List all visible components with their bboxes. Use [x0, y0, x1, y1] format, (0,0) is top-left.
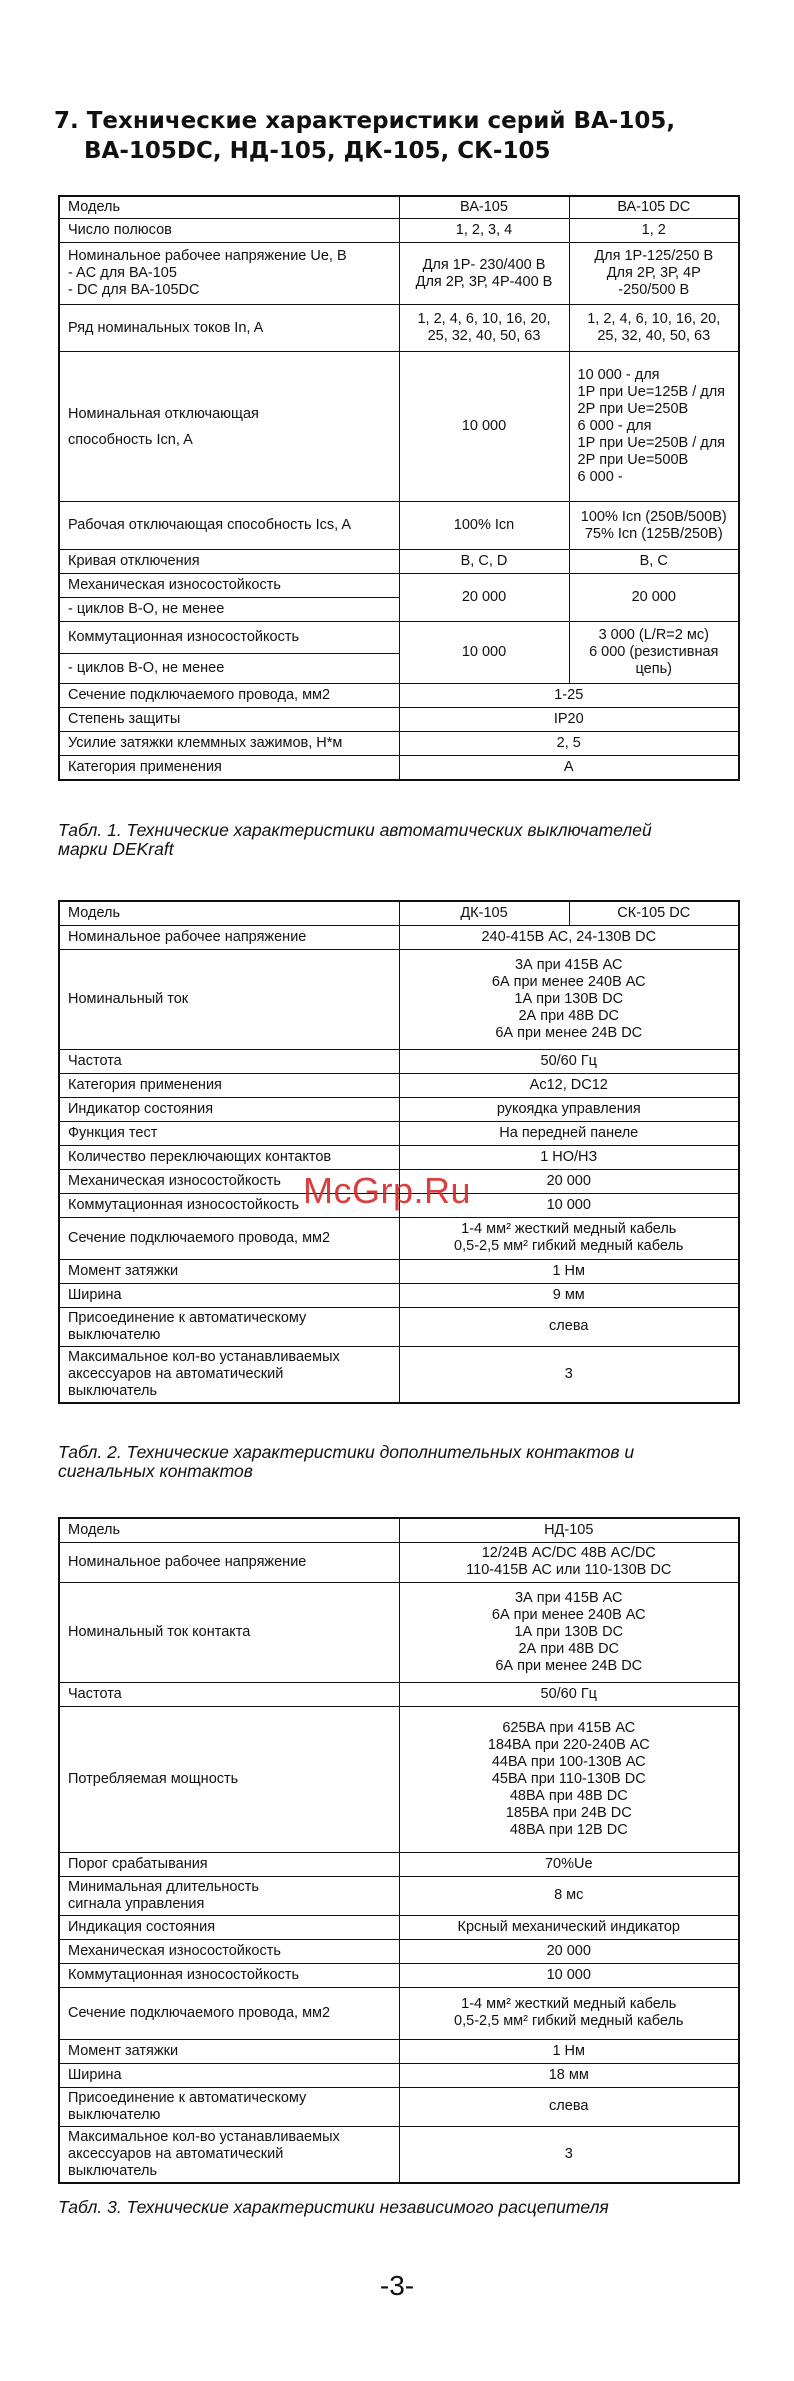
table-row — [59, 1283, 739, 1307]
cell-value: 10 000 — [399, 352, 569, 502]
cell-value: ВА-105 — [399, 196, 569, 219]
table-row — [59, 1682, 739, 1706]
cell-value: 10 000 - для 1Р при Ue=125В / для 2Р при Ue=250В 6 000 - для 1Р при Ue=250В / для 2Р при Ue=500В 6 000 - — [569, 352, 739, 502]
cell-value: слева — [399, 1307, 739, 1346]
cell-label: Механическая износостойкость — [59, 1169, 399, 1193]
cell-label: Категория применения — [59, 1073, 399, 1097]
heading-line-2: ВА-105DC, НД-105, ДК-105, СК-105 — [84, 138, 551, 164]
table-row — [59, 352, 739, 502]
table-row — [59, 1876, 739, 1915]
cell-value: Ac12, DC12 — [399, 1073, 739, 1097]
cell-label: Номинальная отключающая способность Icn, A — [59, 352, 399, 502]
table-row — [59, 1582, 739, 1682]
cell-label: Кривая отключения — [59, 550, 399, 574]
table-row — [59, 925, 739, 949]
cell-label: Ширина — [59, 2063, 399, 2087]
cell-label: Потребляемая мощность — [59, 1706, 399, 1852]
cell-value: 1-4 мм² жесткий медный кабель 0,5-2,5 мм² гибкий медный кабель — [399, 1217, 739, 1259]
cell-value: 1 Нм — [399, 2039, 739, 2063]
table-row — [59, 2126, 739, 2183]
cell-value: 9 мм — [399, 1283, 739, 1307]
table-shunt-release — [58, 1517, 740, 2184]
table-row — [59, 1097, 739, 1121]
cell-label: Степень защиты — [59, 708, 399, 732]
cell-label: Индикатор состояния — [59, 1097, 399, 1121]
cell-value: B, C, D — [399, 550, 569, 574]
cell-label: Модель — [59, 901, 399, 925]
cell-value: 20 000 — [399, 1169, 739, 1193]
cell-value: ДК-105 — [399, 901, 569, 925]
table-row — [59, 550, 739, 574]
cell-value: 50/60 Гц — [399, 1049, 739, 1073]
cell-label: Номинальное рабочее напряжение — [59, 925, 399, 949]
cell-label: Порог срабатывания — [59, 1852, 399, 1876]
cell-label: Коммутационная износостойкость — [59, 1193, 399, 1217]
cell-value: 70%Ue — [399, 1852, 739, 1876]
table-row — [59, 732, 739, 756]
cell-value: 50/60 Гц — [399, 1682, 739, 1706]
table-row — [59, 2087, 739, 2126]
cell-label: Ширина — [59, 1283, 399, 1307]
cell-value: 20 000 — [569, 574, 739, 622]
cell-label: Минимальная длительность сигнала управления — [59, 1876, 399, 1915]
table-row — [59, 502, 739, 550]
cell-value: 1 Нм — [399, 1259, 739, 1283]
cell-value: 100% Icn — [399, 502, 569, 550]
cell-value: 3А при 415В АС 6А при менее 240В АС 1А при 130В DC 2А при 48В DC 6А при менее 24В DC — [399, 1582, 739, 1682]
table-3-caption: Табл. 3. Технические характеристики независимого расцепителя — [58, 2197, 609, 2217]
table-row — [59, 622, 739, 654]
table-contacts — [58, 900, 740, 1404]
cell-label: Механическая износостойкость — [59, 1939, 399, 1963]
table-row — [59, 1518, 739, 1542]
cell-value: А — [399, 756, 739, 780]
cell-label: Количество переключающих контактов — [59, 1145, 399, 1169]
cell-value: 2, 5 — [399, 732, 739, 756]
cell-label: Сечение подключаемого провода, мм2 — [59, 1987, 399, 2039]
cell-value: слева — [399, 2087, 739, 2126]
cell-value: 10 000 — [399, 622, 569, 684]
cell-label: Номинальное рабочее напряжение Ue, B - AC для ВА-105 - DC для ВА-105DC — [59, 243, 399, 305]
cell-value: 12/24В AC/DC 48В AC/DC 110-415В АС или 110-130В DC — [399, 1542, 739, 1582]
cell-label: Индикация состояния — [59, 1915, 399, 1939]
table-row — [59, 1217, 739, 1259]
cell-label: Коммутационная износостойкость — [59, 1963, 399, 1987]
table-row — [59, 1852, 739, 1876]
cell-value: Для 1Р- 230/400 В Для 2Р, 3Р, 4Р-400 В — [399, 243, 569, 305]
cell-label: - циклов В-О, не менее — [59, 598, 399, 622]
cell-value: 3А при 415В АС 6А при менее 240В АС 1А при 130В DC 2А при 48В DC 6А при менее 24В DC — [399, 949, 739, 1049]
table-row — [59, 1049, 739, 1073]
cell-value: Для 1Р-125/250 В Для 2Р, 3Р, 4Р -250/500 В — [569, 243, 739, 305]
table-row — [59, 708, 739, 732]
cell-label: Момент затяжки — [59, 1259, 399, 1283]
cell-label: Сечение подключаемого провода, мм2 — [59, 1217, 399, 1259]
cell-value: 20 000 — [399, 1939, 739, 1963]
table-row — [59, 219, 739, 243]
cell-label: Усилие затяжки клеммных зажимов, Н*м — [59, 732, 399, 756]
watermark-text: McGrp.Ru — [303, 1170, 472, 1211]
cell-value: 10 000 — [399, 1963, 739, 1987]
cell-value: 20 000 — [399, 574, 569, 622]
table-2-caption: Табл. 2. Технические характеристики дополнительных контактов и сигнальных контактов — [58, 1442, 635, 1481]
cell-value: Крсный механический индикатор — [399, 1915, 739, 1939]
table-row — [59, 1706, 739, 1852]
cell-label: Рабочая отключающая способность Ics, A — [59, 502, 399, 550]
cell-value: 1, 2, 3, 4 — [399, 219, 569, 243]
cell-label: Присоединение к автоматическому выключателю — [59, 1307, 399, 1346]
cell-value: рукоядка управления — [399, 1097, 739, 1121]
cell-label: - циклов В-О, не менее — [59, 654, 399, 684]
table-row — [59, 684, 739, 708]
table-breakers — [58, 195, 740, 781]
table-row — [59, 1145, 739, 1169]
cell-label: Максимальное кол-во устанавливаемых аксессуаров на автоматический выключатель — [59, 1346, 399, 1403]
cell-value: На передней панеле — [399, 1121, 739, 1145]
cell-label: Присоединение к автоматическому выключателю — [59, 2087, 399, 2126]
table-row — [59, 243, 739, 305]
cell-label: Номинальный ток — [59, 949, 399, 1049]
table-row — [59, 1915, 739, 1939]
table-1-caption: Табл. 1. Технические характеристики автоматических выключателей марки DEKraft — [58, 820, 652, 859]
cell-label: Частота — [59, 1049, 399, 1073]
cell-label: Частота — [59, 1682, 399, 1706]
cell-value: IP20 — [399, 708, 739, 732]
cell-value: 1-4 мм² жесткий медный кабель 0,5-2,5 мм² гибкий медный кабель — [399, 1987, 739, 2039]
cell-label: Номинальное рабочее напряжение — [59, 1542, 399, 1582]
table-row — [59, 1963, 739, 1987]
cell-value: 1-25 — [399, 684, 739, 708]
table-row — [59, 949, 739, 1049]
cell-value: 1 НО/НЗ — [399, 1145, 739, 1169]
cell-label: Ряд номинальных токов In, A — [59, 305, 399, 352]
cell-label: Механическая износостойкость — [59, 574, 399, 598]
table-row — [59, 901, 739, 925]
page-number: -3- — [379, 2270, 415, 2301]
table-row — [59, 1307, 739, 1346]
table-row — [59, 196, 739, 219]
cell-value: ВА-105 DC — [569, 196, 739, 219]
table-row — [59, 1259, 739, 1283]
cell-label: Сечение подключаемого провода, мм2 — [59, 684, 399, 708]
heading-line-1: 7. Технические характеристики серий ВА-105, — [54, 108, 676, 134]
table-row — [59, 1073, 739, 1097]
cell-value: 18 мм — [399, 2063, 739, 2087]
cell-value: 625ВА при 415В АС 184ВА при 220-240В АС 44ВА при 100-130В АС 45ВА при 110-130В DC 48ВА при 48В DC 185ВА при 24В DC 48ВА при 12В DC — [399, 1706, 739, 1852]
table-row — [59, 2063, 739, 2087]
table-row — [59, 2039, 739, 2063]
cell-value: 3 000 (L/R=2 мс) 6 000 (резистивная цепь) — [569, 622, 739, 684]
cell-value: СК-105 DC — [569, 901, 739, 925]
table-row — [59, 574, 739, 598]
cell-label: Число полюсов — [59, 219, 399, 243]
cell-value: 100% Icn (250В/500В) 75% Icn (125В/250В) — [569, 502, 739, 550]
cell-label: Момент затяжки — [59, 2039, 399, 2063]
table-row — [59, 1987, 739, 2039]
cell-value: 8 мс — [399, 1876, 739, 1915]
table-row — [59, 1346, 739, 1403]
table-row — [59, 756, 739, 780]
cell-value: 1, 2 — [569, 219, 739, 243]
cell-value: НД-105 — [399, 1518, 739, 1542]
cell-value: B, C — [569, 550, 739, 574]
cell-value: 1, 2, 4, 6, 10, 16, 20, 25, 32, 40, 50, 63 — [569, 305, 739, 352]
table-row — [59, 1939, 739, 1963]
cell-label: Функция тест — [59, 1121, 399, 1145]
cell-label: Модель — [59, 196, 399, 219]
section-heading — [54, 106, 754, 166]
cell-value: 10 000 — [399, 1193, 739, 1217]
cell-label: Категория применения — [59, 756, 399, 780]
table-row — [59, 305, 739, 352]
table-row — [59, 1542, 739, 1582]
cell-value: 3 — [399, 1346, 739, 1403]
cell-label: Максимальное кол-во устанавливаемых аксессуаров на автоматический выключатель — [59, 2126, 399, 2183]
cell-value: 3 — [399, 2126, 739, 2183]
cell-value: 240-415В АС, 24-130В DC — [399, 925, 739, 949]
cell-value: 1, 2, 4, 6, 10, 16, 20, 25, 32, 40, 50, 63 — [399, 305, 569, 352]
cell-label: Коммутационная износостойкость — [59, 622, 399, 654]
cell-label: Номинальный ток контакта — [59, 1582, 399, 1682]
cell-label: Модель — [59, 1518, 399, 1542]
table-row — [59, 1121, 739, 1145]
